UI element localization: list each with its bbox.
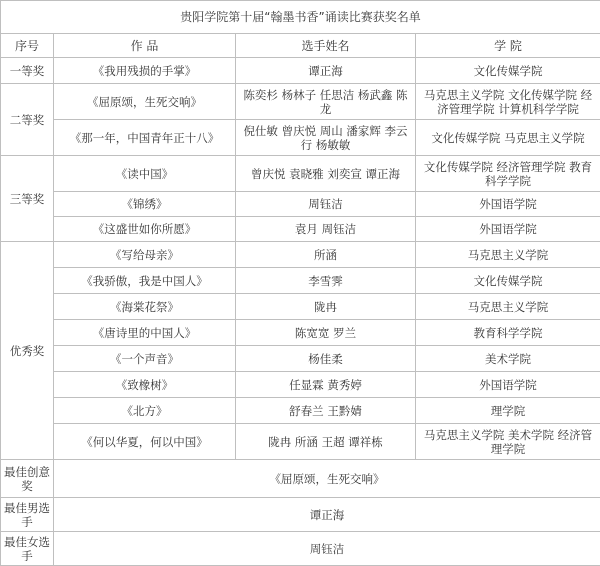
special-award-row bbox=[1, 532, 600, 566]
table-row bbox=[1, 156, 600, 192]
header-rank: 序号 bbox=[1, 34, 54, 58]
school-cell: 马克思主义学院 bbox=[416, 242, 600, 268]
table-title: 贵阳学院第十届“翰墨书香”诵读比赛获奖名单 bbox=[1, 1, 600, 34]
school-cell: 马克思主义学院 文化传媒学院 经济管理学院 计算机科学学院 bbox=[416, 84, 600, 120]
name-cell: 陈奕杉 杨林子 任思洁 杨武鑫 陈龙 bbox=[236, 84, 416, 120]
name-cell: 杨佳柔 bbox=[236, 346, 416, 372]
school-cell: 外国语学院 bbox=[416, 372, 600, 398]
special-award-value: 周钰洁 bbox=[54, 532, 600, 566]
name-cell: 陈宽宽 罗兰 bbox=[236, 320, 416, 346]
name-cell: 曾庆悦 袁晓雅 刘奕宣 谭正海 bbox=[236, 156, 416, 192]
school-cell: 理学院 bbox=[416, 398, 600, 424]
school-cell: 外国语学院 bbox=[416, 217, 600, 242]
name-cell: 李雪霁 bbox=[236, 268, 416, 294]
school-cell: 美术学院 bbox=[416, 346, 600, 372]
name-cell: 倪仕敏 曾庆悦 周山 潘家辉 李云行 杨敏敏 bbox=[236, 120, 416, 156]
table-row bbox=[1, 120, 600, 156]
name-cell: 所涵 bbox=[236, 242, 416, 268]
school-cell: 文化传媒学院 经济管理学院 教育科学学院 bbox=[416, 156, 600, 192]
special-award-row bbox=[1, 498, 600, 532]
special-award-value: 《屈原颂，生死交响》 bbox=[54, 460, 600, 498]
header-name: 选手姓名 bbox=[236, 34, 416, 58]
work-cell: 《我用残损的手掌》 bbox=[54, 58, 236, 84]
school-cell: 马克思主义学院 美术学院 经济管理学院 bbox=[416, 424, 600, 460]
work-cell: 《锦绣》 bbox=[54, 192, 236, 217]
work-cell: 《读中国》 bbox=[54, 156, 236, 192]
school-cell: 文化传媒学院 bbox=[416, 58, 600, 84]
table-row bbox=[1, 192, 600, 217]
special-award-row bbox=[1, 460, 600, 498]
work-cell: 《那一年，中国青年正十八》 bbox=[54, 120, 236, 156]
table-row bbox=[1, 346, 600, 372]
table-row bbox=[1, 84, 600, 120]
table-row bbox=[1, 58, 600, 84]
school-cell: 教育科学学院 bbox=[416, 320, 600, 346]
work-cell: 《屈原颂，生死交响》 bbox=[54, 84, 236, 120]
header-work: 作 品 bbox=[54, 34, 236, 58]
special-award-label: 最佳创意奖 bbox=[1, 460, 54, 498]
work-cell: 《这盛世如你所愿》 bbox=[54, 217, 236, 242]
table-row bbox=[1, 424, 600, 460]
work-cell: 《北方》 bbox=[54, 398, 236, 424]
work-cell: 《一个声音》 bbox=[54, 346, 236, 372]
name-cell: 陇冉 bbox=[236, 294, 416, 320]
header-row bbox=[1, 34, 600, 58]
work-cell: 《唐诗里的中国人》 bbox=[54, 320, 236, 346]
rank-label-third: 三等奖 bbox=[1, 156, 54, 242]
rank-label-second: 二等奖 bbox=[1, 84, 54, 156]
table-row bbox=[1, 294, 600, 320]
school-cell: 外国语学院 bbox=[416, 192, 600, 217]
table-row bbox=[1, 242, 600, 268]
table-row bbox=[1, 320, 600, 346]
name-cell: 舒春兰 王黔婧 bbox=[236, 398, 416, 424]
work-cell: 《写给母亲》 bbox=[54, 242, 236, 268]
work-cell: 《海棠花祭》 bbox=[54, 294, 236, 320]
special-award-value: 谭正海 bbox=[54, 498, 600, 532]
table-row bbox=[1, 268, 600, 294]
school-cell: 马克思主义学院 bbox=[416, 294, 600, 320]
table-row bbox=[1, 372, 600, 398]
header-school: 学 院 bbox=[416, 34, 600, 58]
name-cell: 陇冉 所涵 王超 谭祥栋 bbox=[236, 424, 416, 460]
school-cell: 文化传媒学院 马克思主义学院 bbox=[416, 120, 600, 156]
special-award-label: 最佳男选手 bbox=[1, 498, 54, 532]
work-cell: 《何以华夏，何以中国》 bbox=[54, 424, 236, 460]
name-cell: 谭正海 bbox=[236, 58, 416, 84]
name-cell: 周钰洁 bbox=[236, 192, 416, 217]
work-cell: 《我骄傲，我是中国人》 bbox=[54, 268, 236, 294]
name-cell: 袁月 周钰洁 bbox=[236, 217, 416, 242]
title-row bbox=[1, 1, 600, 34]
table-row bbox=[1, 398, 600, 424]
work-cell: 《致橡树》 bbox=[54, 372, 236, 398]
name-cell: 任显霖 黄秀婷 bbox=[236, 372, 416, 398]
school-cell: 文化传媒学院 bbox=[416, 268, 600, 294]
special-award-label: 最佳女选手 bbox=[1, 532, 54, 566]
rank-label-first: 一等奖 bbox=[1, 58, 54, 84]
rank-label-excellent: 优秀奖 bbox=[1, 242, 54, 460]
table-row bbox=[1, 217, 600, 242]
